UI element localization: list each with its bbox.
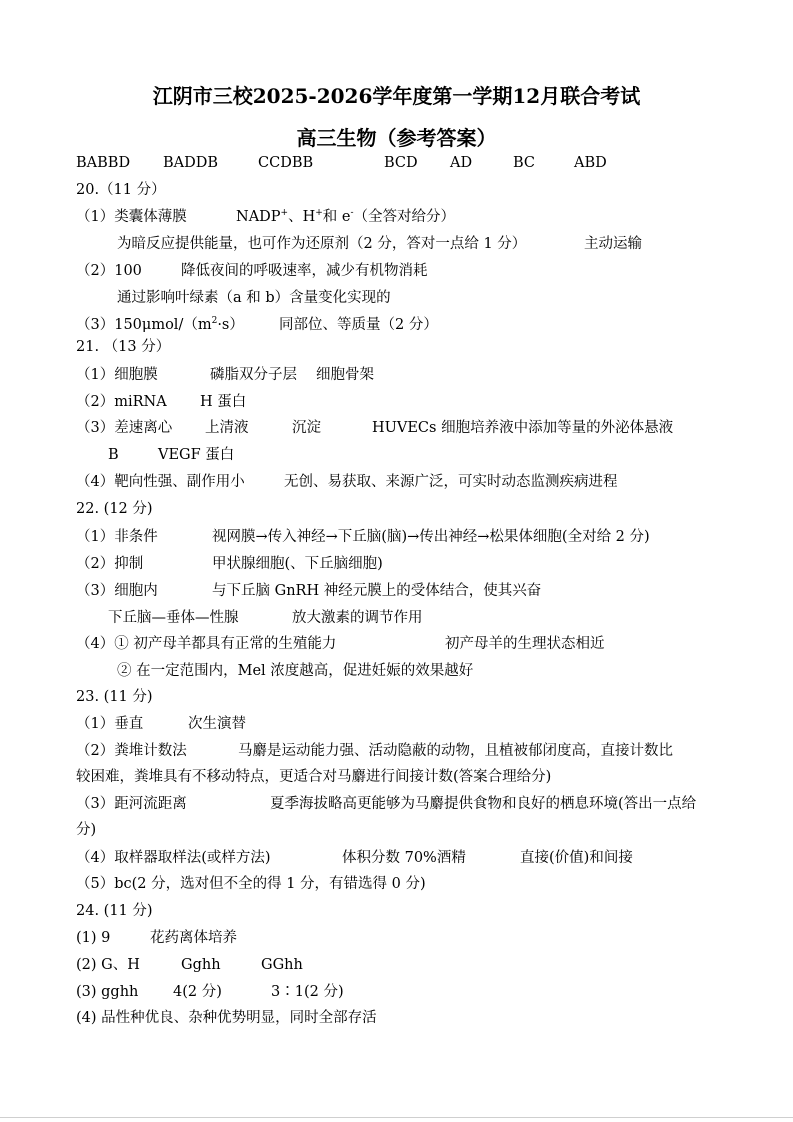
q24-3-answer-3: 3∶1(2 分) [271,984,344,1000]
choice-group-1: BABBD [76,155,131,171]
choice-group-4: BCD [384,155,418,171]
q22-4-label: （4）① 初产母羊都具有正常的生殖能力 [76,636,337,652]
page-bottom-divider [0,1117,793,1118]
q21-3-continuation-2: VEGF 蛋白 [158,447,235,463]
q24-1-label: (1) 9 [76,930,111,946]
q24-4-label: (4) 品性种优良、杂种优势明显，同时全部存活 [76,1010,377,1026]
choice-group-7: ABD [574,155,607,171]
q24-3-label: (3) gghh [76,984,139,1000]
q23-2-answer-2: 马麝是运动能力强、活动隐蔽的动物，且植被郁闭度高，直接计数比 [238,743,673,759]
q22-2-label: （2）抑制 [76,556,144,572]
q22-1-label: （1）非条件 [76,529,158,545]
q21-2-answer-2: H 蛋白 [200,394,247,410]
q20-1-answer-3: 主动运输 [584,236,642,252]
q24-2-answer-2: Gghh [181,957,221,973]
q21-1-answer-3: 细胞骨架 [316,367,374,383]
q23-2-continuation: 较困难，粪堆具有不移动特点，更适合对马麝进行间接计数(答案合理给分) [76,769,552,785]
q22-4-answer-2: 初产母羊的生理状态相近 [445,636,605,652]
q21-3-answer-4: HUVECs 细胞培养液中添加等量的外泌体悬液 [372,420,674,436]
q23-4-answer-2: 体积分数 70%酒精 [342,850,466,866]
q21-header: 21. （13 分） [76,339,171,355]
q20-1-label: （1）类囊体薄膜 [76,209,187,225]
q23-4-answer-3: 直接(价值)和间接 [520,850,633,866]
q23-3-label: （3）距河流距离 [76,796,187,812]
q24-1-answer-2: 花药离体培养 [150,930,237,946]
q21-3-label: （3）差速离心 [76,420,173,436]
q21-3-answer-2: 上清液 [205,420,249,436]
q21-2-label: （2）miRNA [76,394,167,410]
q20-2-continuation: 通过影响叶绿素（a 和 b）含量变化实现的 [117,290,391,306]
q20-1-answer-2: NADP+、H+和 e-（全答对给分） [236,208,456,225]
q22-3-answer-2: 与下丘脑 GnRH 神经元膜上的受体结合，使其兴奋 [212,583,542,599]
q21-4-answer-2: 无创、易获取、来源广泛，可实时动态监测疾病进程 [284,474,618,490]
q24-3-answer-2: 4(2 分) [173,984,222,1000]
q22-1-answer-2: 视网膜→传入神经→下丘脑(脑)→传出神经→松果体细胞(全对给 2 分) [212,529,650,545]
q21-1-answer-2: 磷脂双分子层 [210,367,297,383]
q22-2-answer-2: 甲状腺细胞(、下丘脑细胞) [212,556,383,572]
q21-4-label: （4）靶向性强、副作用小 [76,474,245,490]
q23-header: 23. (11 分) [76,689,153,705]
q20-2-answer-2: 降低夜间的呼吸速率，减少有机物消耗 [181,263,428,279]
q21-3-answer-3: 沉淀 [292,420,321,436]
choice-group-5: AD [450,155,473,171]
q23-1-answer-2: 次生演替 [188,716,246,732]
choice-group-2: BADDB [163,155,219,171]
q23-2-label: （2）粪堆计数法 [76,743,187,759]
q23-4-label: （4）取样器取样法(或样方法) [76,850,271,866]
q20-3-label: $(3)150\mu mol/(m^2\cdot s)$ [76,316,244,333]
q22-header: 22. (12 分) [76,501,153,517]
page-title: 江阴市三校2025-2026学年度第一学期12月联合考试 [152,84,641,108]
q22-3-label: （3）细胞内 [76,583,158,599]
q22-3-continuation-1: 下丘脑—垂体—性腺 [108,610,239,626]
q24-2-answer-3: GGhh [261,957,303,973]
q20-2-label: （2）100 [76,263,142,279]
choice-group-3: CCDBB [258,155,314,171]
q20-header: 20.（11 分） [76,182,166,198]
q23-5-label: （5）bc(2 分，选对但不全的得 1 分，有错选得 0 分) [76,876,426,892]
q24-2-label: (2) G、H [76,957,140,973]
q22-3-continuation-2: 放大激素的调节作用 [292,610,423,626]
q20-3-answer-2: 同部位、等质量（2 分） [279,317,438,333]
q23-3-continuation: 分) [76,822,97,838]
q21-1-label: （1）细胞膜 [76,367,158,383]
page-subtitle: 高三生物（参考答案） [296,126,497,150]
q20-1-continuation: 为暗反应提供能量，也可作为还原剂（2 分，答对一点给 1 分） [117,236,527,252]
q23-1-label: （1）垂直 [76,716,144,732]
choice-group-6: BC [513,155,536,171]
q22-4-continuation: ② 在一定范围内，Mel 浓度越高，促进妊娠的效果越好 [117,663,474,679]
q23-3-answer-2: 夏季海拔略高更能够为马麝提供食物和良好的栖息环境(答出一点给 [270,796,697,812]
q24-header: 24. (11 分) [76,903,153,919]
q21-3-continuation-1: B [108,447,119,463]
